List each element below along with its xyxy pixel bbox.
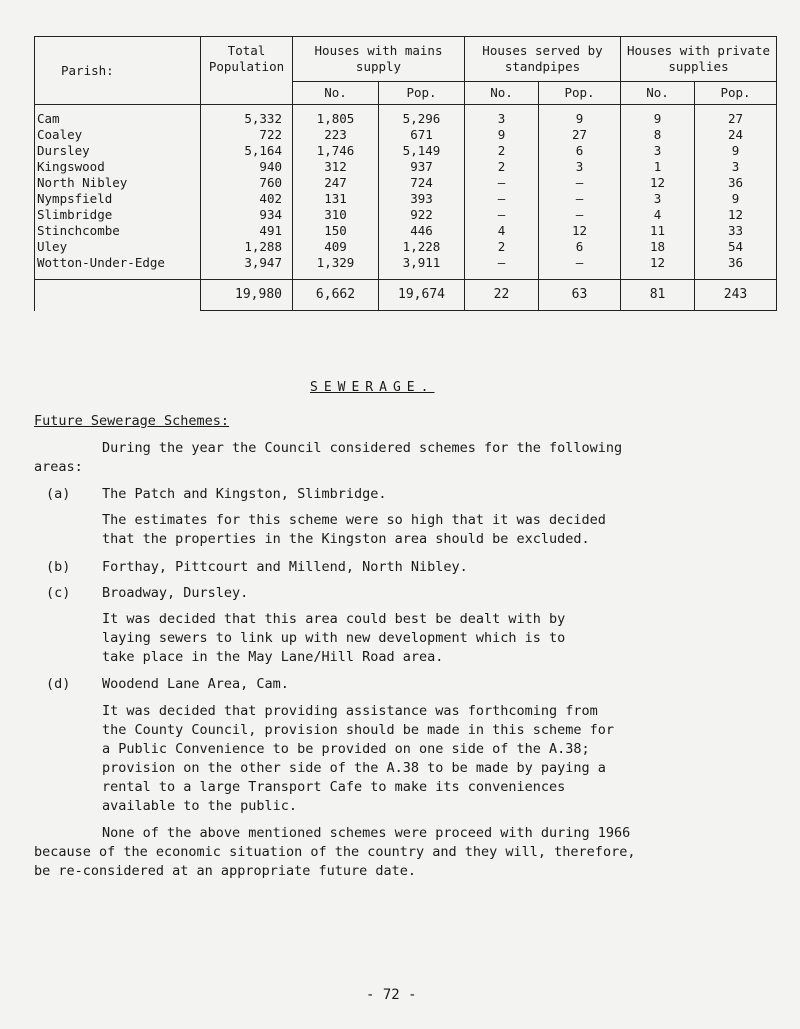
total-cell: 63 [539, 280, 621, 311]
closing-line: because of the economic situation of the country and they will, therefore, [34, 844, 636, 860]
value-cell: 5,296 [379, 105, 465, 128]
value-cell: 36 [695, 175, 777, 191]
value-cell: – [465, 207, 539, 223]
parish-cell: Uley [35, 239, 201, 255]
closing-line: None of the above mentioned schemes were proceed with during 1966 [102, 825, 631, 841]
value-cell: 3 [695, 159, 777, 175]
totals-blank [35, 280, 201, 311]
value-cell: 27 [539, 127, 621, 143]
item-body-line: that the properties in the Kingston area should be excluded. [102, 531, 590, 547]
parish-cell: Dursley [35, 143, 201, 159]
value-cell: – [465, 191, 539, 207]
value-cell: 491 [201, 223, 293, 239]
section-heading: SEWERAGE. [310, 380, 435, 395]
value-cell: 934 [201, 207, 293, 223]
value-cell: 3 [621, 191, 695, 207]
value-cell: 2 [465, 239, 539, 255]
value-cell: 5,149 [379, 143, 465, 159]
value-cell: 12 [621, 255, 695, 280]
value-cell: 922 [379, 207, 465, 223]
parish-cell: Cam [35, 105, 201, 128]
value-cell: 409 [293, 239, 379, 255]
value-cell: 312 [293, 159, 379, 175]
value-cell: 446 [379, 223, 465, 239]
value-cell: 6 [539, 143, 621, 159]
value-cell: 18 [621, 239, 695, 255]
header-pop: Pop. [695, 82, 777, 105]
item-body-line: the County Council, provision should be made in this scheme for [102, 722, 615, 738]
value-cell: – [539, 175, 621, 191]
item-body-line: take place in the May Lane/Hill Road area. [102, 649, 444, 665]
parish-cell: North Nibley [35, 175, 201, 191]
total-cell: 19,674 [379, 280, 465, 311]
value-cell: 150 [293, 223, 379, 239]
header-mains-supply: Houses with mains supply [293, 37, 465, 82]
item-body-line: available to the public. [102, 798, 298, 814]
table-row [35, 175, 777, 191]
item-title: Forthay, Pittcourt and Millend, North Nibley. [102, 559, 468, 575]
value-cell: 393 [379, 191, 465, 207]
header-pop: Pop. [379, 82, 465, 105]
value-cell: 310 [293, 207, 379, 223]
header-pop: Pop. [539, 82, 621, 105]
table-row [35, 159, 777, 175]
value-cell: 6 [539, 239, 621, 255]
value-cell: – [539, 207, 621, 223]
value-cell: 3,911 [379, 255, 465, 280]
total-cell: 81 [621, 280, 695, 311]
value-cell: – [465, 175, 539, 191]
table-row [35, 191, 777, 207]
header-total-population: Total Population [201, 37, 293, 105]
table-row [35, 255, 777, 280]
parish-cell: Nympsfield [35, 191, 201, 207]
value-cell: 671 [379, 127, 465, 143]
value-cell: 9 [695, 143, 777, 159]
table-row [35, 223, 777, 239]
value-cell: 36 [695, 255, 777, 280]
value-cell: 5,332 [201, 105, 293, 128]
intro-line: During the year the Council considered schemes for the following [102, 440, 623, 456]
value-cell: 1,329 [293, 255, 379, 280]
header-no: No. [293, 82, 379, 105]
intro-line: areas: [34, 459, 83, 475]
value-cell: – [539, 191, 621, 207]
value-cell: 223 [293, 127, 379, 143]
item-title: Broadway, Dursley. [102, 585, 249, 601]
value-cell: 937 [379, 159, 465, 175]
value-cell: 1,228 [379, 239, 465, 255]
header-private-supplies: Houses with private supplies [621, 37, 777, 82]
item-label: (a) [46, 486, 71, 502]
value-cell: 4 [465, 223, 539, 239]
value-cell: 3 [539, 159, 621, 175]
value-cell: 722 [201, 127, 293, 143]
value-cell: 9 [465, 127, 539, 143]
value-cell: 724 [379, 175, 465, 191]
value-cell: 402 [201, 191, 293, 207]
value-cell: 8 [621, 127, 695, 143]
table-row [35, 127, 777, 143]
header-parish: Parish: [35, 37, 201, 105]
item-body-line: It was decided that this area could best be dealt with by [102, 611, 566, 627]
value-cell: 9 [621, 105, 695, 128]
parish-cell: Kingswood [35, 159, 201, 175]
value-cell: 9 [539, 105, 621, 128]
subheading: Future Sewerage Schemes: [34, 413, 230, 429]
value-cell: 4 [621, 207, 695, 223]
total-cell: 19,980 [201, 280, 293, 311]
value-cell: 2 [465, 143, 539, 159]
parish-cell: Wotton-Under-Edge [35, 255, 201, 280]
table-row [35, 239, 777, 255]
value-cell: 27 [695, 105, 777, 128]
closing-line: be re-considered at an appropriate future date. [34, 863, 417, 879]
value-cell: 11 [621, 223, 695, 239]
value-cell: 1 [621, 159, 695, 175]
header-no: No. [621, 82, 695, 105]
table-row [35, 207, 777, 223]
water-supply-table [34, 36, 777, 311]
total-cell: 6,662 [293, 280, 379, 311]
header-standpipes: Houses served by standpipes [465, 37, 621, 82]
item-label: (b) [46, 559, 71, 575]
value-cell: 5,164 [201, 143, 293, 159]
page-number: - 72 - [366, 987, 417, 1003]
value-cell: 9 [695, 191, 777, 207]
value-cell: 33 [695, 223, 777, 239]
table-row [35, 143, 777, 159]
value-cell: 3,947 [201, 255, 293, 280]
item-body-line: a Public Convenience to be provided on one side of the A.38; [102, 741, 590, 757]
total-cell: 243 [695, 280, 777, 311]
header-no: No. [465, 82, 539, 105]
value-cell: 12 [621, 175, 695, 191]
value-cell: 54 [695, 239, 777, 255]
item-body-line: The estimates for this scheme were so high that it was decided [102, 512, 606, 528]
value-cell: – [465, 255, 539, 280]
item-label: (d) [46, 676, 71, 692]
value-cell: 760 [201, 175, 293, 191]
item-title: Woodend Lane Area, Cam. [102, 676, 289, 692]
parish-cell: Stinchcombe [35, 223, 201, 239]
item-label: (c) [46, 585, 71, 601]
value-cell: 1,746 [293, 143, 379, 159]
value-cell: – [539, 255, 621, 280]
value-cell: 24 [695, 127, 777, 143]
item-title: The Patch and Kingston, Slimbridge. [102, 486, 387, 502]
table-row [35, 105, 777, 128]
value-cell: 12 [695, 207, 777, 223]
item-body-line: provision on the other side of the A.38 to be made by paying a [102, 760, 606, 776]
value-cell: 247 [293, 175, 379, 191]
parish-cell: Slimbridge [35, 207, 201, 223]
item-body-line: laying sewers to link up with new development which is to [102, 630, 566, 646]
value-cell: 940 [201, 159, 293, 175]
value-cell: 131 [293, 191, 379, 207]
parish-cell: Coaley [35, 127, 201, 143]
value-cell: 1,805 [293, 105, 379, 128]
value-cell: 1,288 [201, 239, 293, 255]
value-cell: 3 [465, 105, 539, 128]
total-cell: 22 [465, 280, 539, 311]
item-body-line: It was decided that providing assistance was forthcoming from [102, 703, 598, 719]
value-cell: 2 [465, 159, 539, 175]
value-cell: 12 [539, 223, 621, 239]
value-cell: 3 [621, 143, 695, 159]
item-body-line: rental to a large Transport Cafe to make its conveniences [102, 779, 566, 795]
